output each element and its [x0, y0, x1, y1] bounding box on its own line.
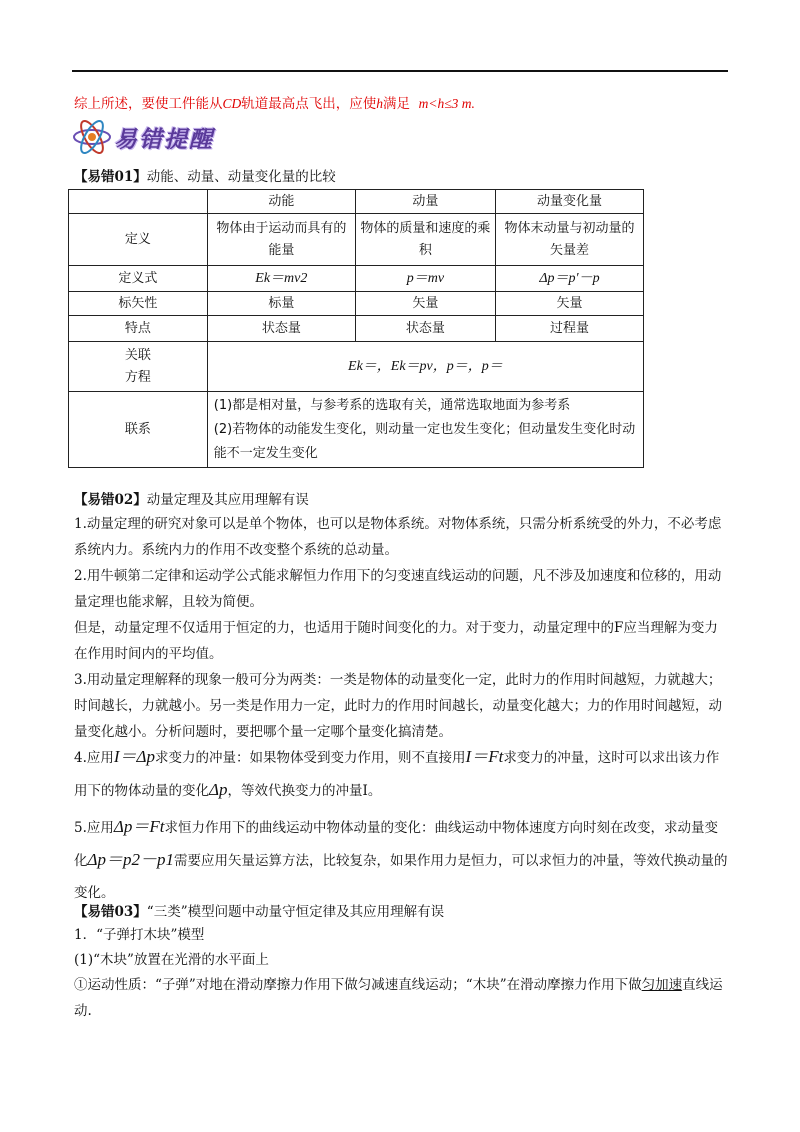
table-cell: p＝mv [355, 266, 495, 292]
row-label: 联系 [69, 392, 208, 468]
table-header-cell: 动能 [207, 190, 355, 214]
paragraph-3: 但是，动量定理不仅适用于恒定的力，也适用于随时间变化的力。对于变力，动量定理中的F应当理解为变力在作用时间内的平均值。 [74, 620, 718, 662]
formula-impulse-force: I＝Ft [465, 747, 504, 766]
table-header-cell [69, 190, 208, 214]
table-row [69, 214, 644, 266]
table-cell: Ek＝mv2 [207, 266, 355, 292]
list-item: (1)“木块”放置在光滑的水平面上 [74, 952, 269, 968]
comparison-table [68, 189, 644, 468]
paragraph-2: 2.用牛顿第二定律和运动学公式能求解恒力作用下的匀变速直线运动的问题，凡不涉及加速度和位移的，用动量定理也能求解，且较为简便。 [74, 568, 722, 610]
table-cell: Δp＝p′－p [495, 266, 643, 292]
table-row [69, 292, 644, 316]
table-cell: 矢量 [355, 292, 495, 316]
banner-title: 易错提醒 [114, 126, 214, 153]
paragraph-4: 3.用动量定理解释的现象一般可分为两类：一类是物体的动量变化一定，此时力的作用时间越短，力就越大；时间越长，力就越小。另一类是作用力一定，此时力的作用时间越长，动量变化越大；力的作用时间越短，动量变化越小。分析问题时，要把哪个量一定哪个量变化搞清楚。 [74, 672, 722, 740]
connection-line-2: (2)若物体的动能发生变化，则动量一定也发生变化；但动量发生变化时动能不一定发生变化 [213, 421, 636, 461]
table-cell: 矢量 [495, 292, 643, 316]
table-header-cell: 动量变化量 [495, 190, 643, 214]
paragraph-1: 1.动量定理的研究对象可以是单个物体，也可以是物体系统。对物体系统，只需分析系统受的外力，不必考虑系统内力。系统内力的作用不改变整个系统的总动量。 [74, 516, 722, 558]
atom-icon [72, 117, 112, 157]
row-label: 定义 [69, 214, 208, 266]
paragraph-5: 4.应用I＝Δp求变力的冲量：如果物体受到变力作用，则不直接用I＝Ft求变力的冲量，这时可以求出该力作用下的物体动量的变化Δp，等效代换变力的冲量I。 [74, 747, 720, 799]
table-cell: 状态量 [355, 316, 495, 342]
table-cell: 物体的质量和速度的乘积 [355, 214, 495, 266]
table-row [69, 266, 644, 292]
formula-delta-p-diff: Δp＝p2－p1 [87, 850, 174, 869]
formula-delta-p: Δp [209, 780, 228, 799]
row-label: 定义式 [69, 266, 208, 292]
table-cell: Ek＝，Ek＝pv，p＝，p＝ [207, 342, 643, 392]
table-cell [207, 392, 643, 468]
section1-heading: 【易错01】动能、动量、动量变化量的比较 [74, 169, 336, 185]
paragraph-6: 5.应用Δp＝Ft求恒力作用下的曲线运动中物体动量的变化：曲线运动中物体速度方向时刻在改变，求动量变化Δp＝p2－p1需要应用矢量运算方法，比较复杂，如果作用力是恒力，可以求恒力的冲量，等效代换动量的变化。 [74, 817, 728, 901]
formula-impulse-momentum: I＝Δp [113, 747, 156, 766]
table-cell: 过程量 [495, 316, 643, 342]
table-header-row [69, 190, 644, 214]
table-cell: 标量 [207, 292, 355, 316]
table-row [69, 342, 644, 392]
table-cell: 物体由于运动而具有的能量 [207, 214, 355, 266]
table-row [69, 316, 644, 342]
table-cell: 状态量 [207, 316, 355, 342]
header-rule [72, 70, 728, 72]
tips-banner [72, 115, 302, 159]
list-item: ①运动性质：“子弹”对地在滑动摩擦力作用下做匀减速直线运动；“木块”在滑动摩擦力作用下做匀加速直线运动. [74, 977, 723, 1019]
table-cell: 物体末动量与初动量的矢量差 [495, 214, 643, 266]
connection-line-1: (1)都是相对量，与参考系的选取有关，通常选取地面为参考系 [213, 397, 571, 413]
row-label: 特点 [69, 316, 208, 342]
row-label: 关联方程 [69, 342, 208, 392]
underlined-text: 匀加速 [641, 977, 683, 993]
section3-heading: 【易错03】“三类”模型问题中动量守恒定律及其应用理解有误 [74, 904, 445, 920]
row-label: 标矢性 [69, 292, 208, 316]
section2-heading: 【易错02】动量定理及其应用理解有误 [74, 492, 309, 508]
formula-delta-p-ft: Δp＝Ft [113, 817, 165, 836]
conclusion-line: 综上所述，要使工件能从CD轨道最高点飞出，应使h满足 m<h≤3 m. [74, 96, 475, 112]
list-item: 1．“子弹打木块”模型 [74, 927, 205, 943]
table-row [69, 392, 644, 468]
table-header-cell: 动量 [355, 190, 495, 214]
